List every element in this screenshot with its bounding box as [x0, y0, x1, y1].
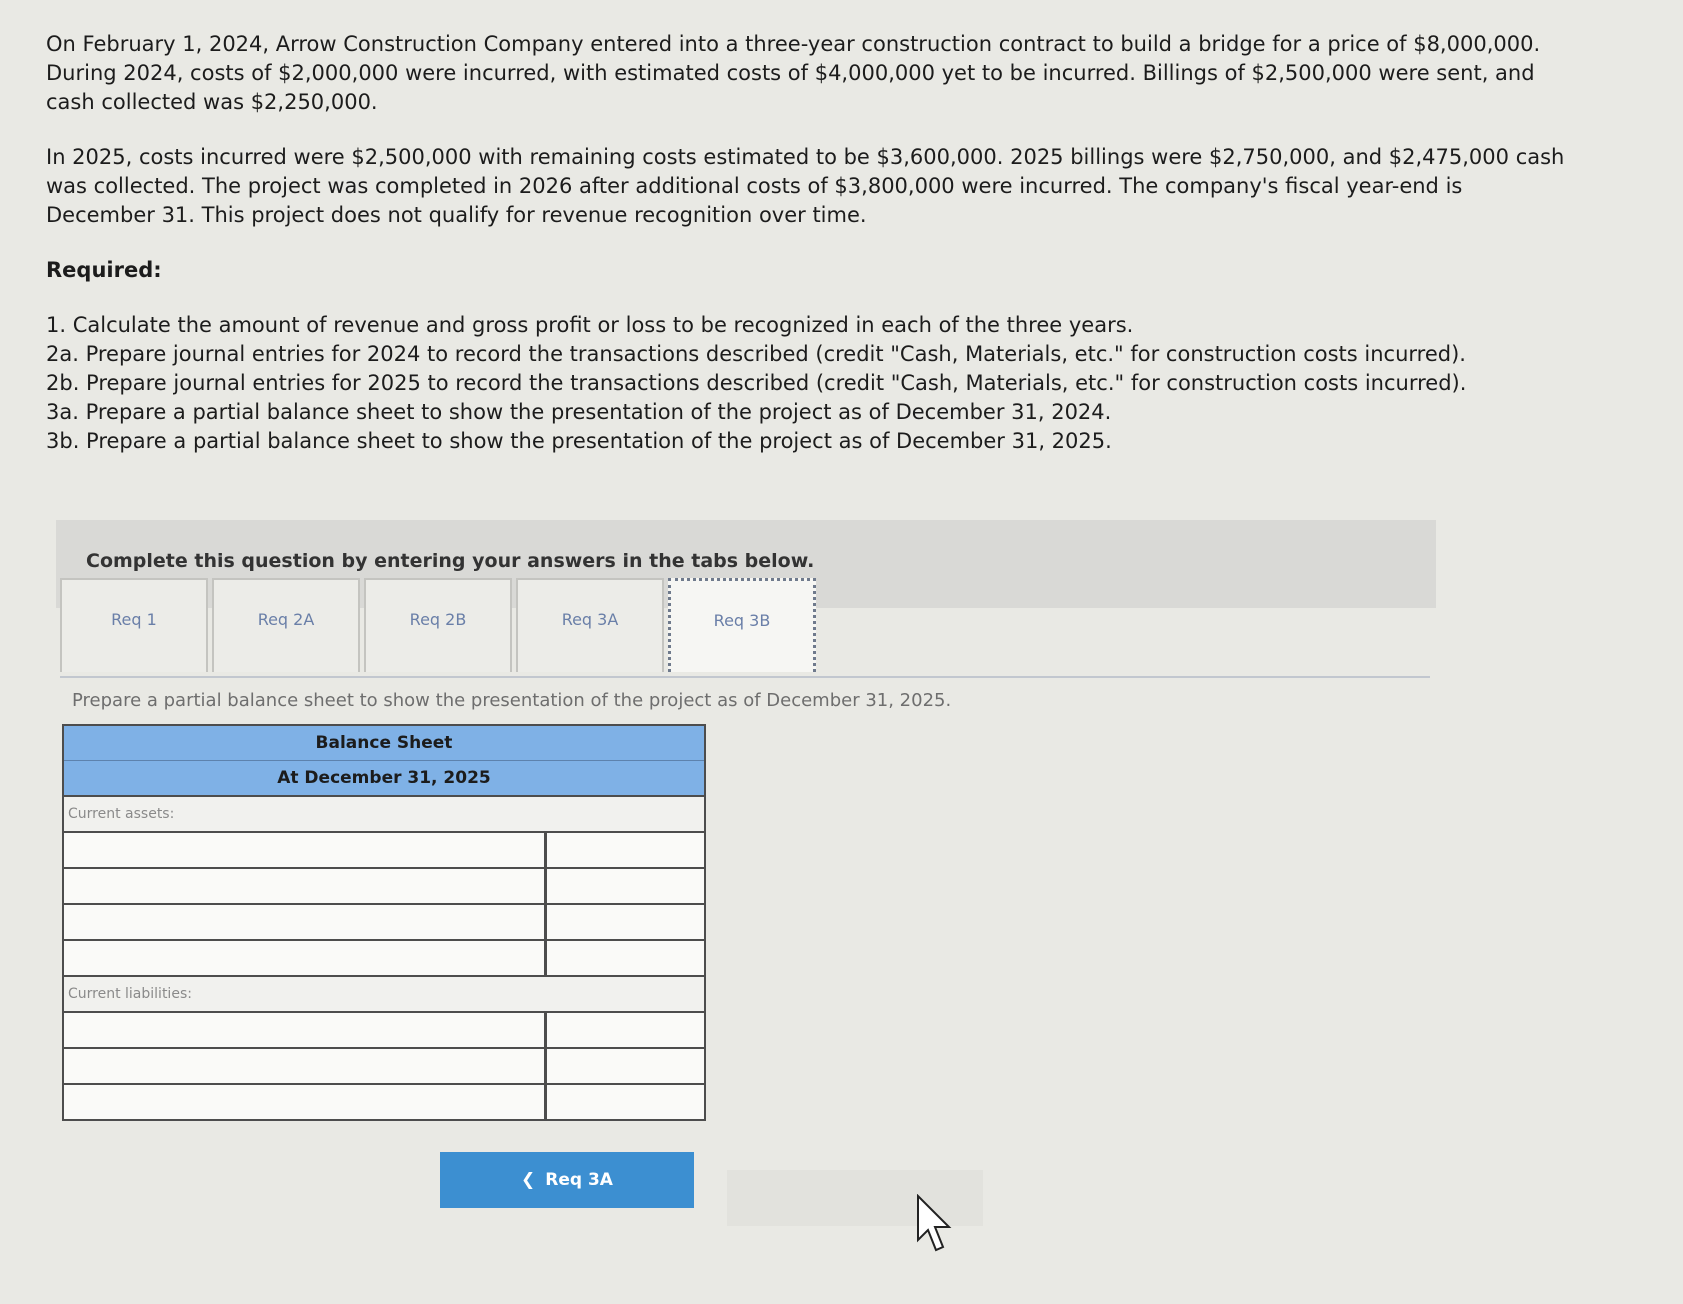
tab-req-2a[interactable]: Req 2A [212, 578, 360, 672]
liability-account-input[interactable] [64, 1085, 547, 1119]
requirement-2a: 2a. Prepare journal entries for 2024 to record the transactions described (credit "Cash, Materials, etc." for construction costs incurred). [46, 342, 1466, 366]
tab-divider [60, 676, 1430, 678]
requirement-3b: 3b. Prepare a partial balance sheet to show the presentation of the project as of December 31, 2025. [46, 429, 1112, 453]
table-row [64, 833, 704, 869]
table-row [64, 1013, 704, 1049]
requirement-tabs [60, 578, 820, 678]
asset-amount-input[interactable] [547, 941, 704, 975]
liability-amount-input[interactable] [547, 1013, 704, 1047]
table-row [64, 1049, 704, 1085]
balance-sheet-title: Balance Sheet [315, 733, 453, 753]
asset-account-input[interactable] [64, 941, 547, 975]
requirement-2b: 2b. Prepare journal entries for 2025 to record the transactions described (credit "Cash, Materials, etc." for construction costs incurred). [46, 371, 1467, 395]
problem-paragraph-1: On February 1, 2024, Arrow Construction Company entered into a three-year construction contract to build a bridge for a price of $8,000,000. During 2024, costs of $2,000,000 were incurred, with estimated costs of $4,000,000 yet to be incurred. Billings of $2,500,000 were sent, and cash collected was $2,250,000. [46, 32, 1541, 114]
table-row [64, 905, 704, 941]
requirement-1: 1. Calculate the amount of revenue and gross profit or loss to be recognized in each of the three years. [46, 313, 1134, 337]
asset-amount-input[interactable] [547, 833, 704, 867]
requirements-list [46, 311, 1566, 456]
liability-account-input[interactable] [64, 1049, 547, 1083]
tab-req-3b[interactable]: Req 3B [668, 578, 816, 672]
balance-sheet-header [64, 726, 704, 797]
chevron-left-icon: ❮ [521, 1170, 536, 1190]
balance-sheet-table [62, 724, 706, 1121]
table-row [64, 869, 704, 905]
prev-req-label: Req 3A [545, 1170, 613, 1190]
current-liabilities-label: Current liabilities: [64, 977, 704, 1013]
requirement-3a: 3a. Prepare a partial balance sheet to show the presentation of the project as of December 31, 2024. [46, 400, 1112, 424]
tab-instruction: Prepare a partial balance sheet to show the presentation of the project as of December 31, 2025. [72, 690, 952, 711]
asset-account-input[interactable] [64, 869, 547, 903]
asset-account-input[interactable] [64, 833, 547, 867]
liability-account-input[interactable] [64, 1013, 547, 1047]
liability-amount-input[interactable] [547, 1085, 704, 1119]
problem-paragraph-2: In 2025, costs incurred were $2,500,000 with remaining costs estimated to be $3,600,000. 2025 billings were $2,750,000, and $2,475,000 cash was collected. The project was completed in 2026 after additional costs of $3,800,000 were incurred. The company's fiscal year-end is December 31. This project does not qualify for revenue recognition over time. [46, 145, 1565, 227]
asset-account-input[interactable] [64, 905, 547, 939]
tab-req-3a[interactable]: Req 3A [516, 578, 664, 672]
asset-amount-input[interactable] [547, 869, 704, 903]
tab-req-2b[interactable]: Req 2B [364, 578, 512, 672]
balance-sheet-date: At December 31, 2025 [64, 760, 704, 795]
table-row [64, 941, 704, 977]
mouse-pointer-icon [914, 1194, 954, 1254]
problem-statement [46, 30, 1566, 456]
tab-req-1[interactable]: Req 1 [60, 578, 208, 672]
liability-amount-input[interactable] [547, 1049, 704, 1083]
prev-req-button[interactable] [440, 1152, 694, 1208]
table-row [64, 1085, 704, 1119]
asset-amount-input[interactable] [547, 905, 704, 939]
current-assets-label: Current assets: [64, 797, 704, 833]
required-heading: Required: [46, 258, 162, 282]
instructions-text: Complete this question by entering your answers in the tabs below. [86, 550, 815, 572]
